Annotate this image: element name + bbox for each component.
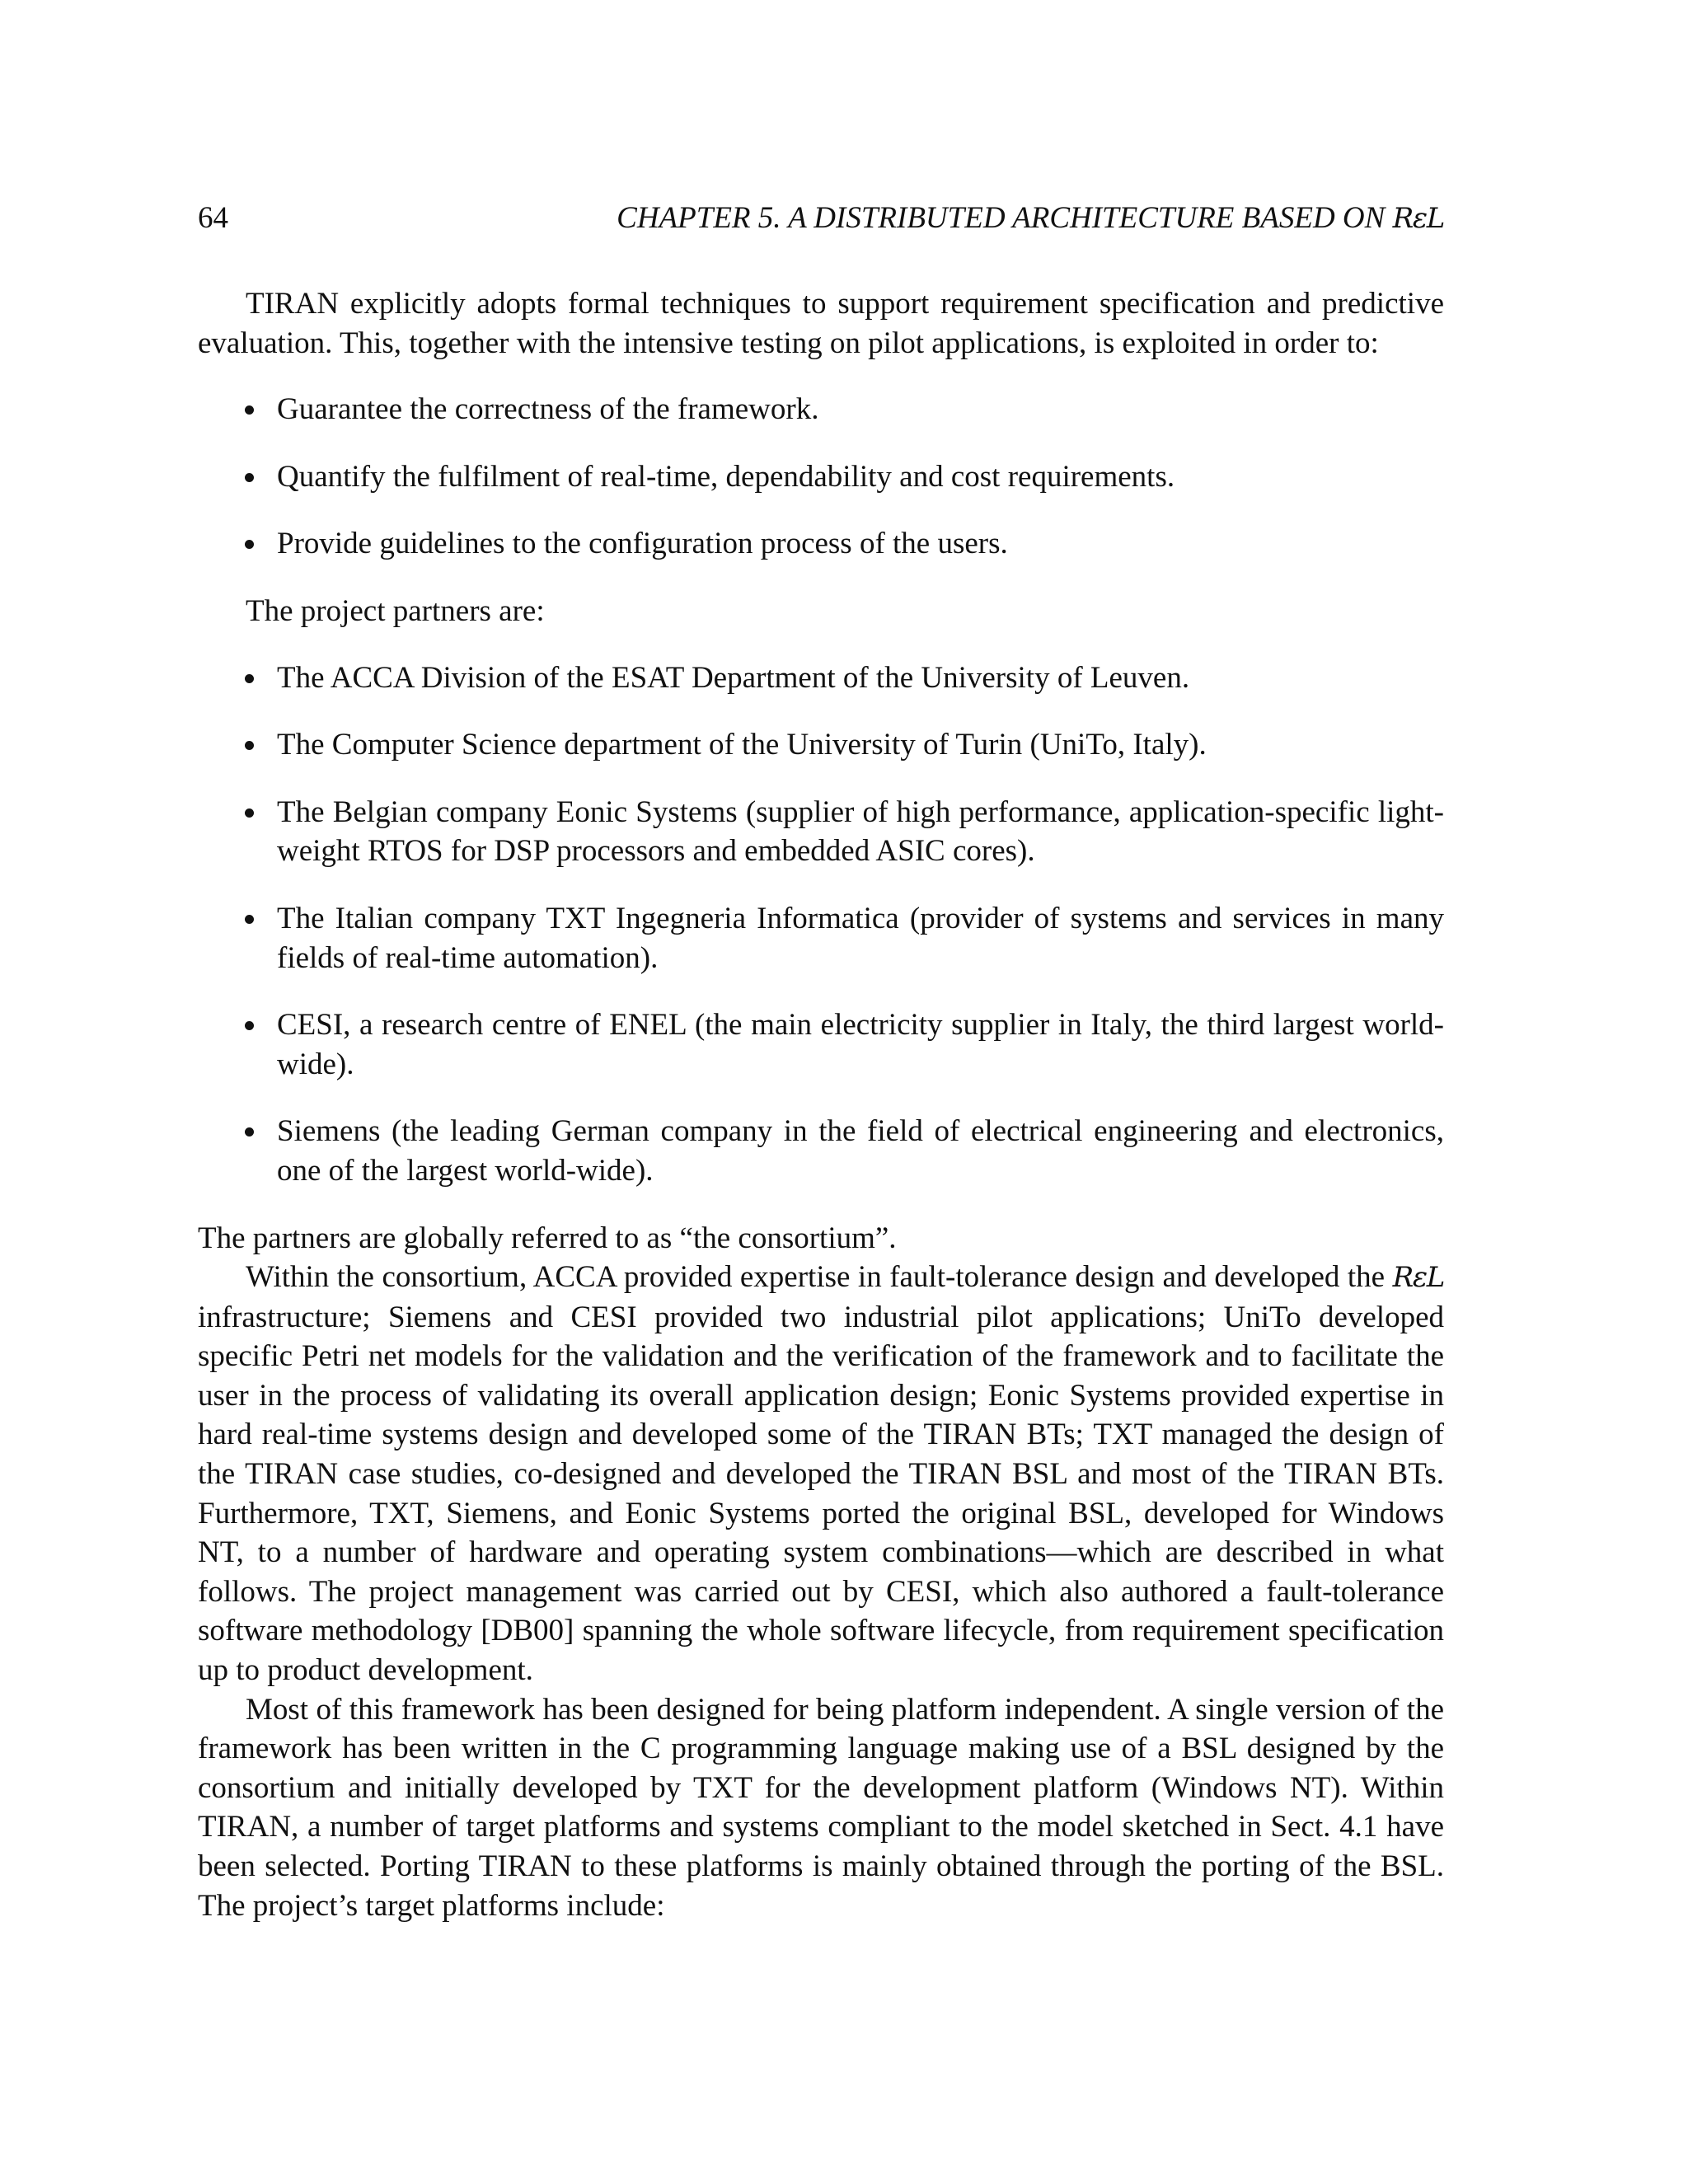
intro-paragraph: TIRAN explicitly adopts formal techniques to support requirement specification and predictive evaluation. This, together with the intensive testing on pilot applications, is exploited in order to:	[198, 287, 1444, 360]
list-item: The Belgian company Eonic Systems (supplier of high performance, application-specific light-weight RTOS for DSP processors and embedded ASIC cores).	[277, 793, 1444, 871]
list-item: The ACCA Division of the ESAT Department of the University of Leuven.	[277, 658, 1444, 698]
list-item: Provide guidelines to the configuration process of the users.	[277, 524, 1444, 564]
bullet-icon	[245, 808, 254, 818]
roles-paragraph: Within the consortium, ACCA provided expertise in fault-tolerance design and developed the RεL infrastructure; Siemens and CESI provided two industrial pilot applications; UniTo developed specific Petri net models for the validation and the verification of the framework and to facilitate the user in the process of validating its overall application design; Eonic Systems provided expertise in hard real-time systems design and developed some of the TIRAN BTs; TXT managed the design of the TIRAN case studies, co-designed and developed the TIRAN BSL and most of the TIRAN BTs. Furthermore, TXT, Siemens, and Eonic Systems ported the original BSL, developed for Windows NT, to a number of hardware and operating system combinations—which are described in what follows. The project management was carried out by CESI, which also authored a fault-tolerance software methodology [DB00] spanning the whole software lifecycle, from requirement specification up to product development.	[198, 1260, 1445, 1688]
list-item: Quantify the fulfilment of real-time, dependability and cost requirements.	[277, 457, 1444, 497]
chapter-title	[617, 198, 1444, 239]
bullet-icon	[245, 915, 254, 924]
list-item: Guarantee the correctness of the framework.	[277, 390, 1444, 429]
bullet-icon	[245, 540, 254, 549]
list-item: Siemens (the leading German company in the field of electrical engineering and electronics, one of the largest world-wide).	[277, 1112, 1444, 1190]
rel-symbol: RεL	[1392, 1261, 1445, 1295]
list-item: The Italian company TXT Ingegneria Informatica (provider of systems and services in many fields of real-time automation).	[277, 899, 1444, 977]
bullet-icon	[245, 1021, 254, 1030]
bullet-icon	[245, 741, 254, 750]
partners-intro: The project partners are:	[246, 593, 545, 628]
bullet-icon	[245, 1127, 254, 1137]
bullet-icon	[245, 405, 254, 415]
list-item: CESI, a research centre of ENEL (the main electricity supplier in Italy, the third largest world-wide).	[277, 1005, 1444, 1084]
chapter-title-text: CHAPTER 5. A DISTRIBUTED ARCHITECTURE BASED ON	[617, 201, 1386, 235]
goals-list	[198, 390, 1444, 564]
consortium-sentence: The partners are globally referred to as “the consortium”.	[198, 1221, 897, 1255]
platform-paragraph: Most of this framework has been designed for being platform independent. A single version of the framework has been written in the C programming language making use of a BSL designed by the consortium and initially developed by TXT for the development platform (Windows NT). Within TIRAN, a number of target platforms and systems compliant to the model sketched in Sect. 4.1 have been selected. Porting TIRAN to these platforms is mainly obtained through the porting of the BSL. The project’s target platforms include:	[198, 1692, 1444, 1923]
bullet-icon	[245, 473, 254, 482]
rel-symbol: RεL	[1392, 202, 1444, 235]
body-text	[198, 284, 1444, 1925]
list-item: The Computer Science department of the University of Turin (UniTo, Italy).	[277, 725, 1444, 765]
bullet-icon	[245, 674, 254, 683]
page-number: 64	[198, 201, 228, 235]
running-head	[198, 198, 1444, 239]
partners-list	[198, 658, 1444, 1191]
